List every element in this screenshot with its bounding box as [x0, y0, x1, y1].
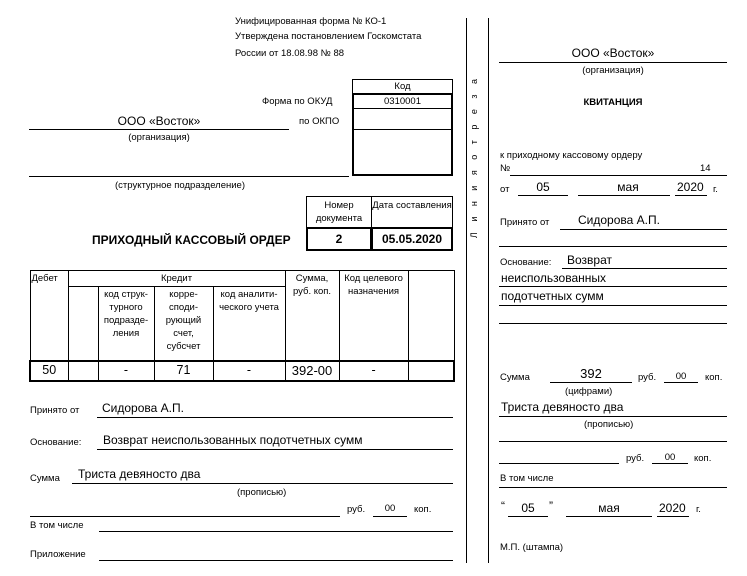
received-value: Сидорова А.П.	[102, 401, 184, 415]
dept-caption: (структурное подразделение)	[115, 180, 245, 191]
struct-header: код струк-турного подразде-ления	[98, 287, 154, 361]
sum-header: Сумма, руб. коп.	[285, 271, 339, 361]
doc-number: 2	[306, 227, 372, 251]
receipt-including: В том числе	[500, 473, 554, 484]
receipt-year2-suffix: г.	[696, 504, 701, 515]
receipt-digits-caption: (цифрами)	[565, 386, 613, 397]
receipt-rub: руб.	[638, 372, 657, 383]
cut-label: Л и н и я о т р е з а	[469, 75, 479, 239]
org-caption: (организация)	[128, 132, 190, 143]
receipt-quote-open: “	[501, 499, 505, 513]
okpo-label: по ОКПО	[299, 116, 340, 127]
cut-line	[466, 18, 467, 563]
receipt-sum-label: Сумма	[500, 372, 530, 383]
receipt-kop2: коп.	[694, 453, 712, 464]
row-credit-blank	[68, 361, 98, 381]
receipt-month2: мая	[598, 501, 620, 515]
sum-words: Триста девяносто два	[78, 467, 201, 481]
doc-date: 05.05.2020	[371, 227, 453, 251]
okpo-value-cell	[352, 108, 453, 130]
receipt-title: КВИТАНЦИЯ	[583, 97, 643, 108]
receipt-basis-line1: Возврат	[567, 253, 612, 267]
cut-line-2	[488, 18, 489, 563]
form-line-2: Утверждена постановлением Госкомстата	[235, 31, 422, 42]
receipt-basis-line2: неиспользованных	[501, 271, 606, 285]
receipt-year: 2020	[677, 180, 704, 194]
basis-value: Возврат неиспользованных подотчетных сумм	[103, 433, 363, 447]
receipt-basis-line3: подотчетных сумм	[501, 289, 604, 303]
receipt-year-suffix: г.	[713, 184, 718, 195]
receipt-day: 05	[536, 180, 550, 194]
row-analytic: -	[213, 361, 285, 381]
accounting-table	[29, 270, 455, 382]
row-struct: -	[98, 361, 154, 381]
receipt-kop: коп.	[705, 372, 723, 383]
code-header: Код	[352, 79, 453, 94]
row-purpose: -	[339, 361, 408, 381]
receipt-year2: 2020	[659, 501, 686, 515]
receipt-org-caption: (организация)	[582, 65, 644, 76]
receipt-to-order: к приходному кассовому ордеру	[500, 150, 643, 161]
receipt-org: ООО «Восток»	[571, 46, 655, 60]
corr-header: корре-споди-рующий счет, субсчет	[154, 287, 213, 361]
org-name: ООО «Восток»	[117, 114, 201, 128]
doc-title: ПРИХОДНЫЙ КАССОВЫЙ ОРДЕР	[92, 233, 291, 247]
receipt-sum-words: Триста девяносто два	[501, 400, 624, 414]
form-line-1: Унифицированная форма № КО-1	[235, 16, 387, 27]
receipt-no-value: 14	[700, 163, 711, 174]
kop-label: коп.	[414, 504, 432, 515]
empty-code-cell	[352, 129, 453, 176]
receipt-basis-label: Основание:	[500, 257, 552, 268]
row-sum: 392-00	[285, 361, 339, 381]
receipt-sum-value: 392	[580, 366, 602, 381]
rub-label: руб.	[347, 504, 366, 515]
sum-label: Сумма	[30, 473, 60, 484]
number-header: Номер документа	[306, 196, 372, 228]
okud-label: Форма по ОКУД	[262, 96, 333, 107]
receipt-quote-close: ”	[549, 499, 553, 513]
kop-value: 00	[384, 503, 396, 514]
attachment-label: Приложение	[30, 549, 86, 560]
analytic-header: код аналити-ческого учета	[213, 287, 285, 361]
extra-header	[408, 271, 454, 361]
receipt-kop-value: 00	[675, 371, 687, 382]
receipt-no-label: №	[500, 163, 511, 174]
row-debit: 50	[30, 361, 68, 381]
form-line-3: России от 18.08.98 № 88	[235, 48, 345, 59]
receipt-received-value: Сидорова А.П.	[578, 213, 660, 227]
words-caption: (прописью)	[237, 487, 287, 498]
including-label: В том числе	[30, 520, 84, 531]
received-label: Принято от	[30, 405, 80, 416]
receipt-stamp: М.П. (штампа)	[500, 542, 564, 553]
receipt-month: мая	[617, 180, 639, 194]
purpose-header: Код целевого назначения	[339, 271, 408, 361]
date-header: Дата составления	[371, 196, 453, 228]
okud-value: 0310001	[352, 93, 453, 109]
receipt-rub2: руб.	[626, 453, 645, 464]
receipt-kop2-value: 00	[664, 452, 676, 463]
row-extra	[408, 361, 454, 381]
debit-header: Дебет	[30, 271, 68, 361]
receipt-received-label: Принято от	[500, 217, 550, 228]
row-corr: 71	[154, 361, 213, 381]
receipt-from-label: от	[500, 184, 510, 195]
receipt-words-caption: (прописью)	[584, 419, 634, 430]
receipt-day2: 05	[521, 501, 535, 515]
credit-header: Кредит	[68, 271, 285, 287]
basis-label: Основание:	[30, 437, 82, 448]
credit-blank	[68, 287, 98, 361]
